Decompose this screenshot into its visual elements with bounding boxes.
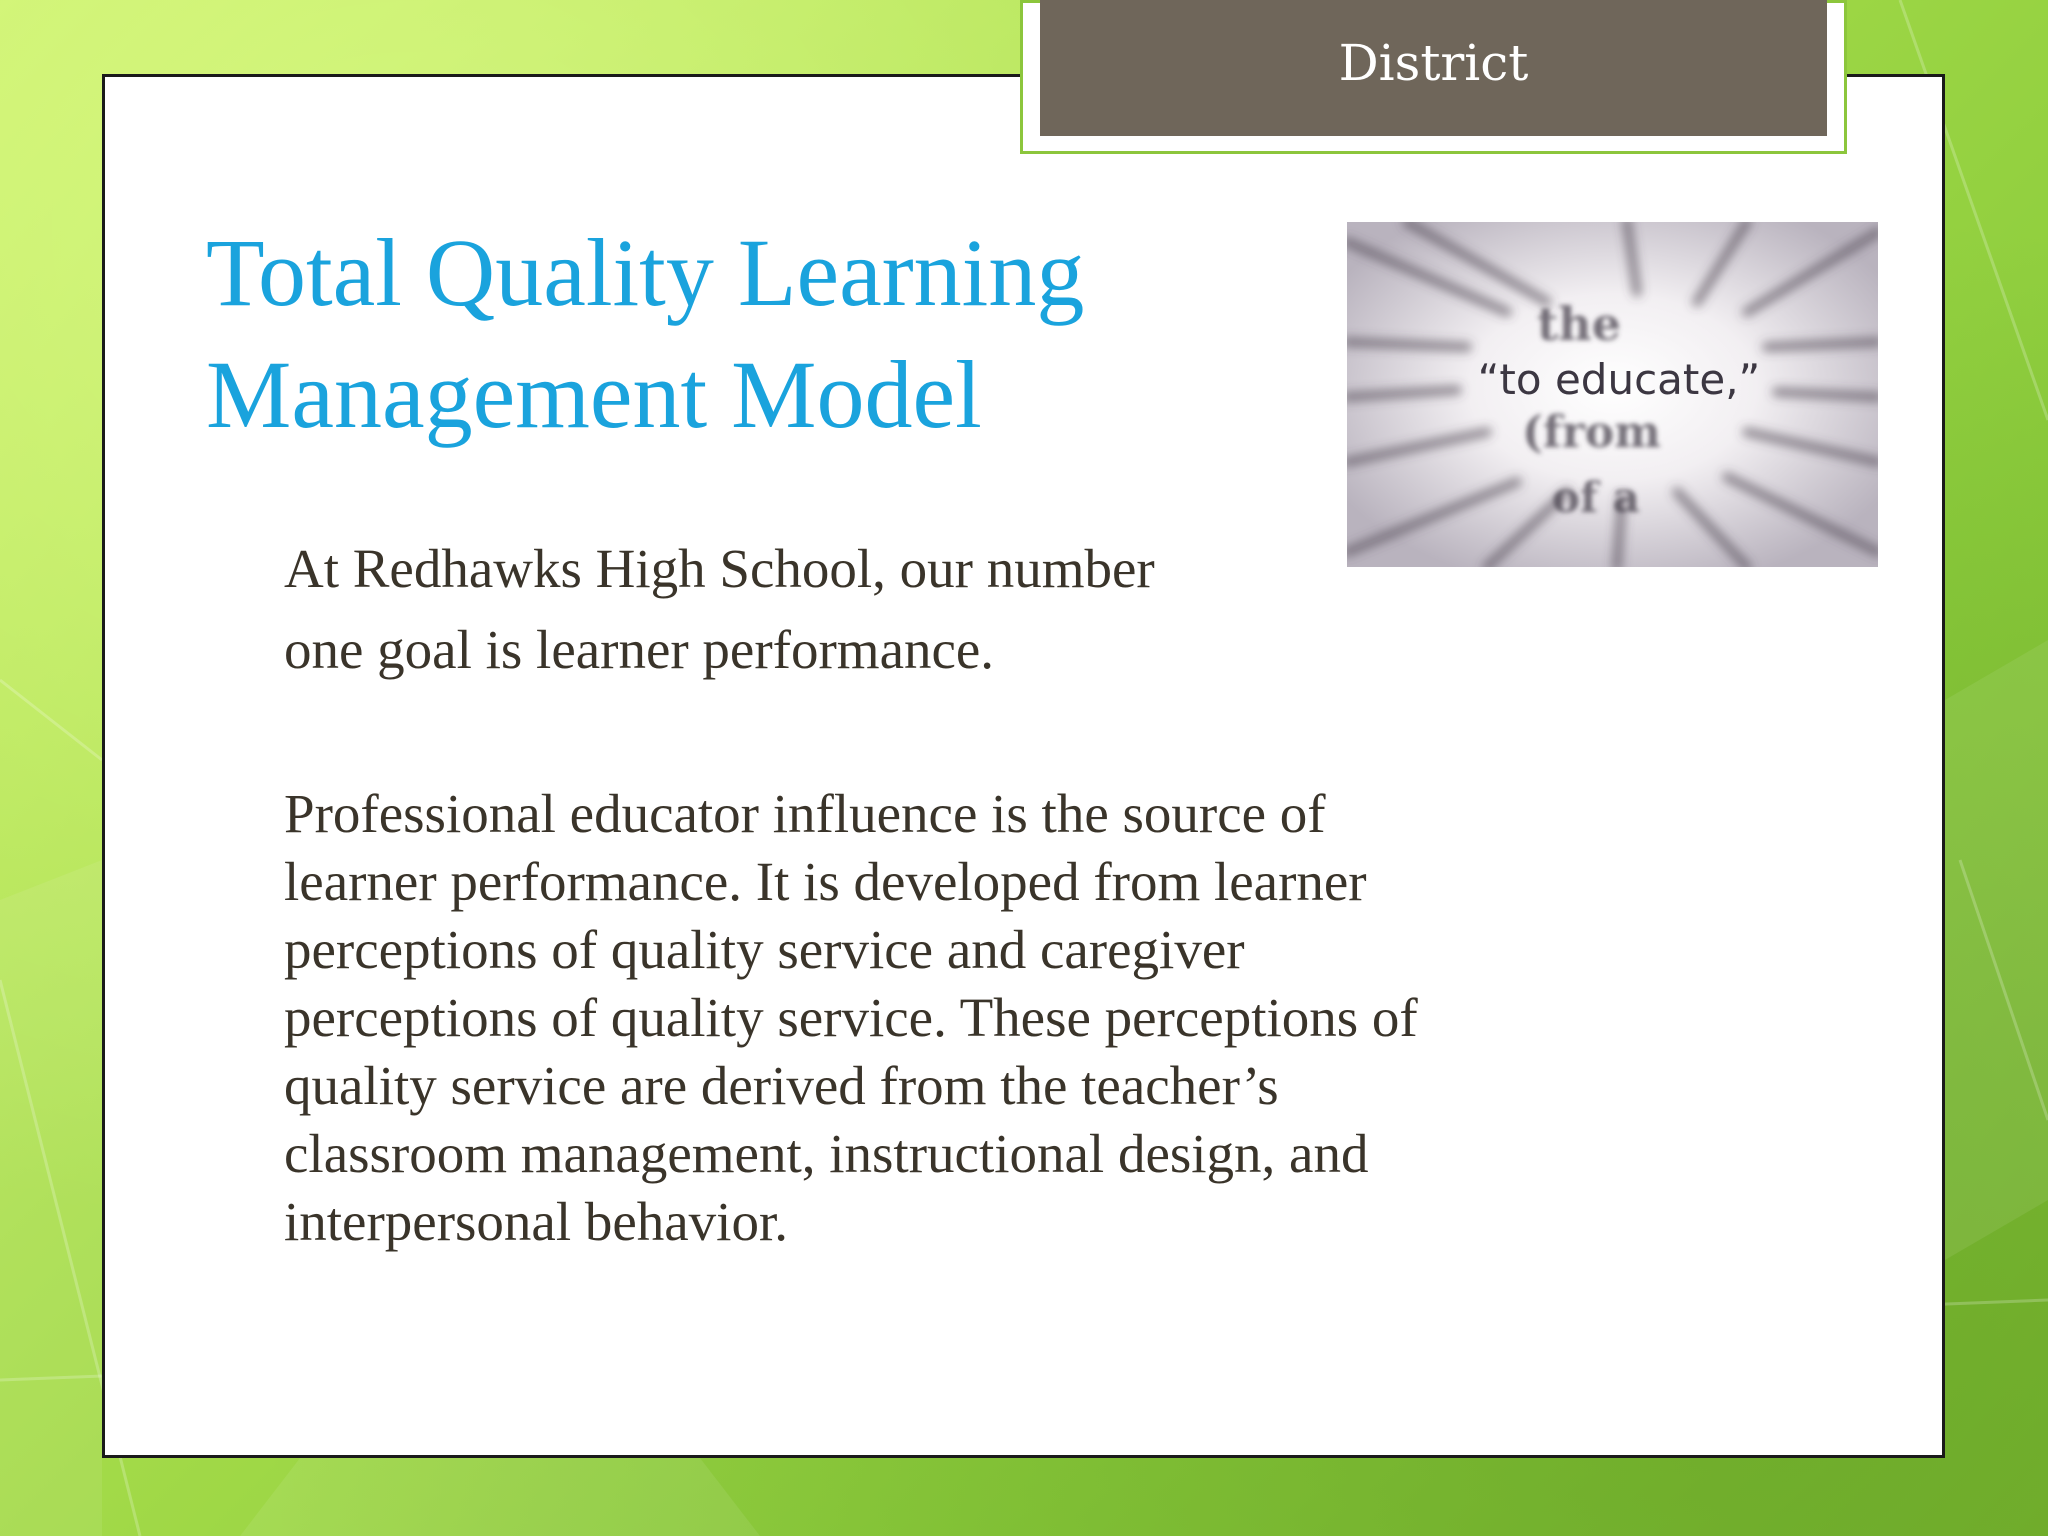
body-paragraph xyxy=(284,780,1614,1256)
photo-focus-text: “to educate,” xyxy=(1477,355,1761,404)
section-tab xyxy=(1040,0,1827,136)
body-line: perceptions of quality service. These perceptions of xyxy=(284,987,1418,1048)
educate-zoom-photo xyxy=(1347,222,1878,567)
body-line: classroom management, instructional design, and xyxy=(284,1123,1369,1184)
intro-line: one goal is learner performance. xyxy=(284,619,995,680)
body-line: learner performance. It is developed from learner xyxy=(284,851,1367,912)
body-line: perceptions of quality service and caregiver xyxy=(284,919,1245,980)
blurred-word: of a xyxy=(1552,473,1640,522)
blurred-word: the xyxy=(1537,297,1621,351)
title-line: Management Model xyxy=(206,341,982,448)
intro-line: At Redhawks High School, our number xyxy=(284,538,1155,599)
section-tab-label: District xyxy=(1338,34,1529,92)
body-line: Professional educator influence is the source of xyxy=(284,783,1326,844)
intro-paragraph xyxy=(284,528,1284,690)
body-line: interpersonal behavior. xyxy=(284,1191,788,1252)
body-line: quality service are derived from the teacher’s xyxy=(284,1055,1279,1116)
blurred-word: (from xyxy=(1522,407,1661,458)
slide-title xyxy=(206,212,1206,456)
title-line: Total Quality Learning xyxy=(206,219,1085,326)
